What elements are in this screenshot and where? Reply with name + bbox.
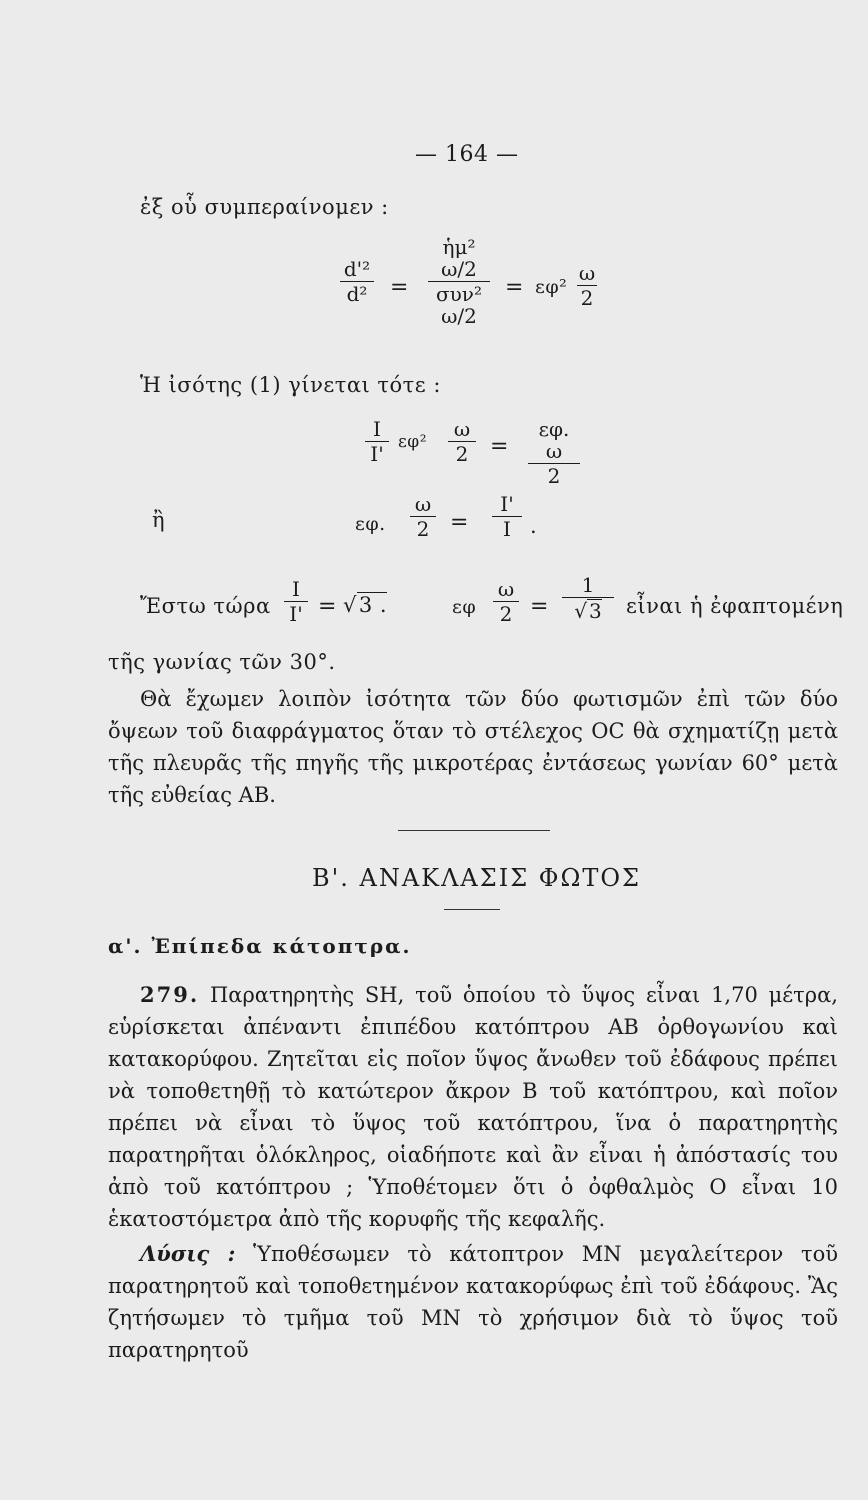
angle-line: τῆς γωνίας τῶν 30°.: [108, 650, 336, 674]
let-now-text: Ἔστω τώρα: [140, 594, 271, 618]
equality-intro: Ἡ ἰσότης (1) γίνεται τότε :: [140, 373, 441, 397]
eq2-right-fraction: εφ. ω 2: [528, 418, 580, 487]
eq2-left-fraction: I I': [365, 418, 389, 465]
eq1-middle-fraction: ἡμ² ω/2 συν² ω/2: [428, 236, 490, 327]
line4-fraction-2: ω 2: [493, 578, 519, 625]
eq3-right-fraction: I' I: [492, 493, 522, 540]
section-rule-top: [398, 830, 550, 831]
eq3-left-fraction: ω 2: [410, 493, 436, 540]
line4-fraction-3: 1 √ 3: [562, 574, 614, 622]
page-number: — 164 —: [415, 142, 519, 167]
solution-text: Ὑποθέσωμεν τὸ κάτοπτρον MN μεγαλείτερον τοῦ παρατηρητοῦ καὶ τοποθετημένον κατακορύφως ἐπὶ τοῦ ἐδάφους. Ἂς ζητήσωμεν τὸ τμῆμα τοῦ MN τὸ χρήσιμον διὰ τὸ ὕψος τοῦ παρατηρητοῦ: [108, 1242, 838, 1362]
line4-equals-2: =: [530, 594, 549, 619]
eq2-middle-fraction: ω 2: [448, 418, 476, 465]
subsection-heading: α'. Ἐπίπεδα κάτοπτρα.: [108, 934, 412, 958]
line4-tail-text: εἶναι ἡ ἐφαπτομένη: [626, 594, 844, 618]
problem-text: Παρατηρητὴς SH, τοῦ ὁποίου τὸ ὕψος εἶναι 1,70 μέτρα, εὑρίσκεται ἀπέναντι ἐπιπέδου κατόπτρου AB ὀρθογωνίου καὶ κατακορύφου. Ζητεῖται εἰς ποῖον ὕψος ἄνωθεν τοῦ ἐδάφους πρέπει νὰ τοποθετηθῇ τὸ κατώτερον ἄκρον B τοῦ κατόπτρου, καὶ ποῖον πρέπει νὰ εἶναι τὸ ὕψος τοῦ κατόπτρου, ἵνα ὁ παρατηρητὴς παρατηρῆται ὁλόκληρος, οἱαδήποτε καὶ ἂν εἶναι ἡ ἀπόστασίς του ἀπὸ τοῦ κατόπτρου ; Ὑποθέτομεν ὅτι ὁ ὀφθαλμὸς O εἶναι 10 ἑκατοστόμετρα ἀπὸ τῆς κορυφῆς τῆς κεφαλῆς.: [108, 983, 838, 1231]
section-rule-bottom: [444, 909, 500, 910]
eq1-right-term: εφ²: [535, 276, 568, 298]
line4-sqrt-3: √3 .: [343, 593, 388, 617]
eq3-period: .: [530, 514, 538, 538]
eq1-equals-1: =: [390, 275, 409, 300]
eq3-tangent-term: εφ.: [355, 513, 386, 535]
eq1-left-fraction: d'² d²: [340, 258, 374, 305]
line4-tangent-term: εφ: [452, 596, 477, 618]
eq2-tangent-term: εφ²: [398, 432, 428, 452]
solution-label: Λύσις :: [140, 1241, 236, 1266]
problem-number: 279.: [140, 982, 200, 1007]
solution-paragraph: [108, 1238, 838, 1366]
intro-line: ἐξ οὗ συμπεραίνομεν :: [140, 195, 389, 219]
problem-paragraph: [108, 979, 838, 1235]
eq3-or-word: ἢ: [152, 508, 166, 532]
conclusion-paragraph: Θὰ ἔχωμεν λοιπὸν ἰσότητα τῶν δύο φωτισμῶν ἐπὶ τῶν δύο ὄψεων τοῦ διαφράγματος ὅταν τὸ στέλεχος OC θὰ σχηματίζῃ μετὰ τῆς πλευρᾶς τῆς πηγῆς τῆς μικροτέρας ἐντάσεως γωνίαν 60° μετὰ τῆς εὐθείας AB.: [108, 687, 838, 807]
eq2-equals: =: [490, 434, 509, 459]
line4-equals-1: =: [318, 594, 337, 619]
eq3-equals: =: [450, 510, 469, 535]
section-heading: Β'. ΑΝΑΚΛΑΣΙΣ ΦΩΤΟΣ: [312, 864, 642, 892]
eq1-equals-2: =: [505, 275, 524, 300]
eq1-right-fraction: ω 2: [578, 261, 596, 310]
line4-fraction-1: I I': [284, 578, 308, 625]
